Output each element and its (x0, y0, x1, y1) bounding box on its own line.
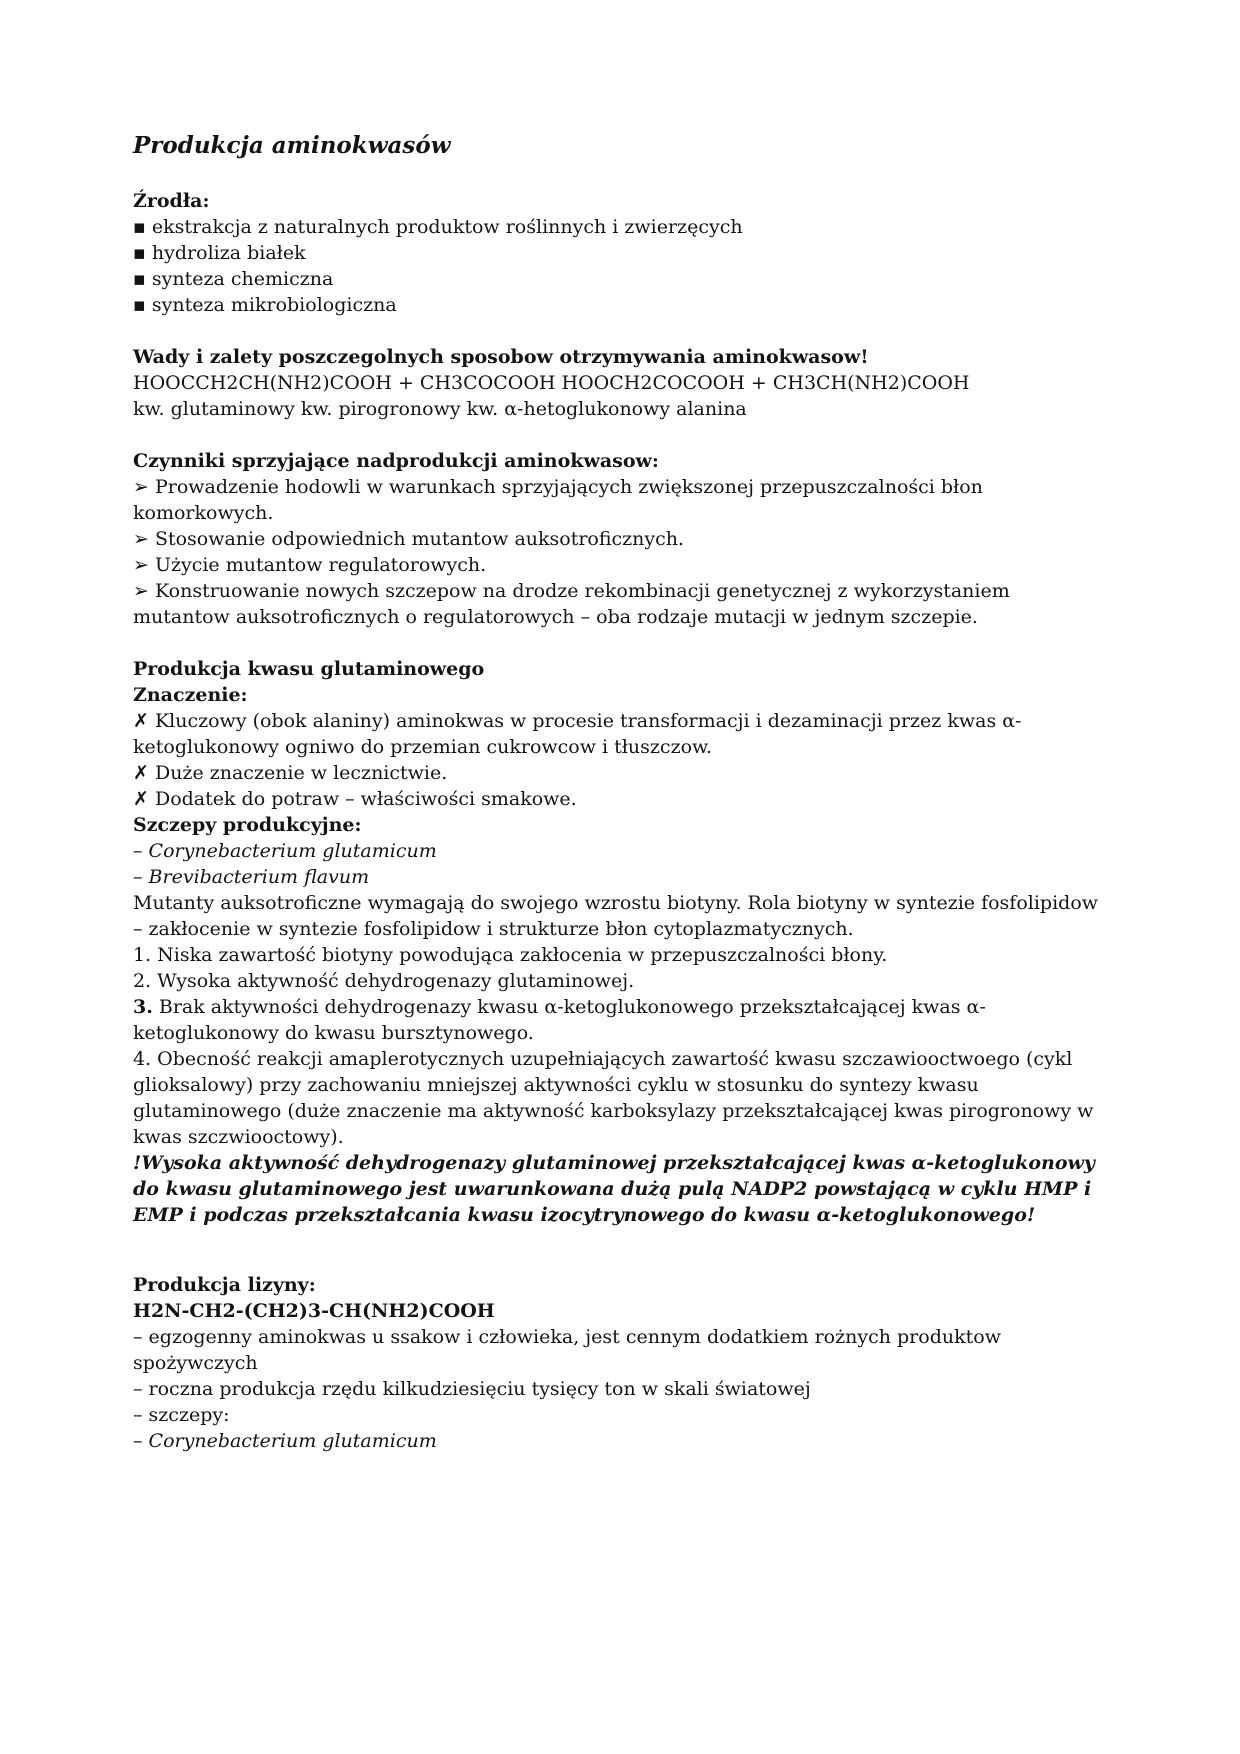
list-item: ➢ Prowadzenie hodowli w warunkach sprzyjających zwiększonej przepuszczalności błon komorkowych. (133, 476, 983, 524)
strain-name: Corynebacterium glutamicum (148, 1430, 437, 1452)
list-item: – roczna produkcja rzędu kilkudziesięciu tysięcy ton w skali światowej (133, 1378, 811, 1400)
list-item: ▪ synteza chemiczna (133, 268, 334, 290)
sources-heading: Źrodła: (133, 190, 210, 212)
significance-heading: Znaczenie: (133, 684, 248, 706)
section-glutamic-acid (133, 656, 1112, 1228)
section-lysine (133, 1272, 1112, 1454)
section-factors (133, 448, 1112, 630)
strains-heading: Szczepy produkcyjne: (133, 814, 362, 836)
dash: – (133, 866, 149, 888)
list-item: ▪ ekstrakcja z naturalnych produktow roślinnych i zwierzęcych (133, 216, 743, 238)
tradeoffs-heading: Wady i zalety poszczegolnych sposobow otrzymywania aminokwasow! (133, 346, 869, 368)
numbered-item: 1. Niska zawartość biotyny powodująca zakłocenia w przepuszczalności błony. (133, 944, 888, 966)
item-text: Brak aktywności dehydrogenazy kwasu α-ketoglukonowego przekształcającej kwas α-ketoglukonowy do kwasu bursztynowego. (133, 996, 986, 1044)
list-item: ▪ hydroliza białek (133, 242, 306, 264)
numbered-item: 4. Obecność reakcji amaplerotycznych uzupełniających zawartość kwasu szczawiooctwoego (cykl glioksalowy) przy zachowaniu mniejszej aktywności cyklu w stosunku do syntezy kwasu glutaminowego (duże znaczenie ma aktywność karboksylazy przekształcającej kwas pirogronowy w kwas szczwiooctowy). (133, 1048, 1094, 1148)
list-item: ✗ Dodatek do potraw – właściwości smakowe. (133, 788, 577, 810)
strain-item (133, 838, 1112, 864)
dash: – (133, 1430, 149, 1452)
list-item: – szczepy: (133, 1404, 230, 1426)
lysine-heading: Produkcja lizyny: (133, 1274, 316, 1296)
list-item: ➢ Konstruowanie nowych szczepow na drodze rekombinacji genetycznej z wykorzystaniem mutantow auksotroficznych o regulatorowych – oba rodzaje mutacji w jednym szczepie. (133, 580, 1010, 628)
emphasis-note: !Wysoka aktywność dehydrogenazy glutaminowej przekształcającej kwas α-ketoglukonowy do kwasu glutaminowego jest uwarunkowana dużą pulą NADP2 powstającą w cyklu HMP i EMP i podczas przekształcania kwasu izocytrynowego do kwasu α-ketoglukonowego! (133, 1152, 1095, 1226)
section-sources (133, 188, 1112, 318)
numbered-item (133, 994, 1112, 1046)
list-item: ✗ Duże znaczenie w lecznictwie. (133, 762, 448, 784)
section-tradeoffs (133, 344, 1112, 422)
factors-heading: Czynniki sprzyjające nadprodukcji aminokwasow: (133, 450, 659, 472)
glutamic-heading: Produkcja kwasu glutaminowego (133, 658, 485, 680)
paragraph: Mutanty auksotroficzne wymagają do swojego wzrostu biotyny. Rola biotyny w syntezie fosfolipidow – zakłocenie w syntezie fosfolipidow i strukturze błon cytoplazmatycznych. (133, 892, 1099, 940)
strain-name: Brevibacterium flavum (148, 866, 370, 888)
item-number: 3. (133, 996, 153, 1018)
numbered-item: 2. Wysoka aktywność dehydrogenazy glutaminowej. (133, 970, 635, 992)
list-item: ➢ Użycie mutantow regulatorowych. (133, 554, 487, 576)
chemical-formula: HOOCCH2CH(NH2)COOH + CH3COCOOH HOOCH2COCOOH + CH3CH(NH2)COOH (133, 372, 970, 394)
list-item: ▪ synteza mikrobiologiczna (133, 294, 397, 316)
strain-item (133, 864, 1112, 890)
dash: – (133, 840, 149, 862)
page-title: Produkcja aminokwasów (133, 132, 451, 159)
strain-name: Corynebacterium glutamicum (148, 840, 437, 862)
chemical-formula: H2N-CH2-(CH2)3-CH(NH2)COOH (133, 1300, 495, 1322)
strain-item (133, 1428, 1112, 1454)
list-item: – egzogenny aminokwas u ssakow i człowieka, jest cennym dodatkiem rożnych produktow spożywczych (133, 1326, 1001, 1374)
list-item: ✗ Kluczowy (obok alaniny) aminokwas w procesie transformacji i dezaminacji przez kwas α-ketoglukonowy ogniwo do przemian cukrowcow i tłuszczow. (133, 710, 1022, 758)
list-item: ➢ Stosowanie odpowiednich mutantow auksotroficznych. (133, 528, 685, 550)
compound-names: kw. glutaminowy kw. pirogronowy kw. α-hetoglukonowy alanina (133, 398, 747, 420)
